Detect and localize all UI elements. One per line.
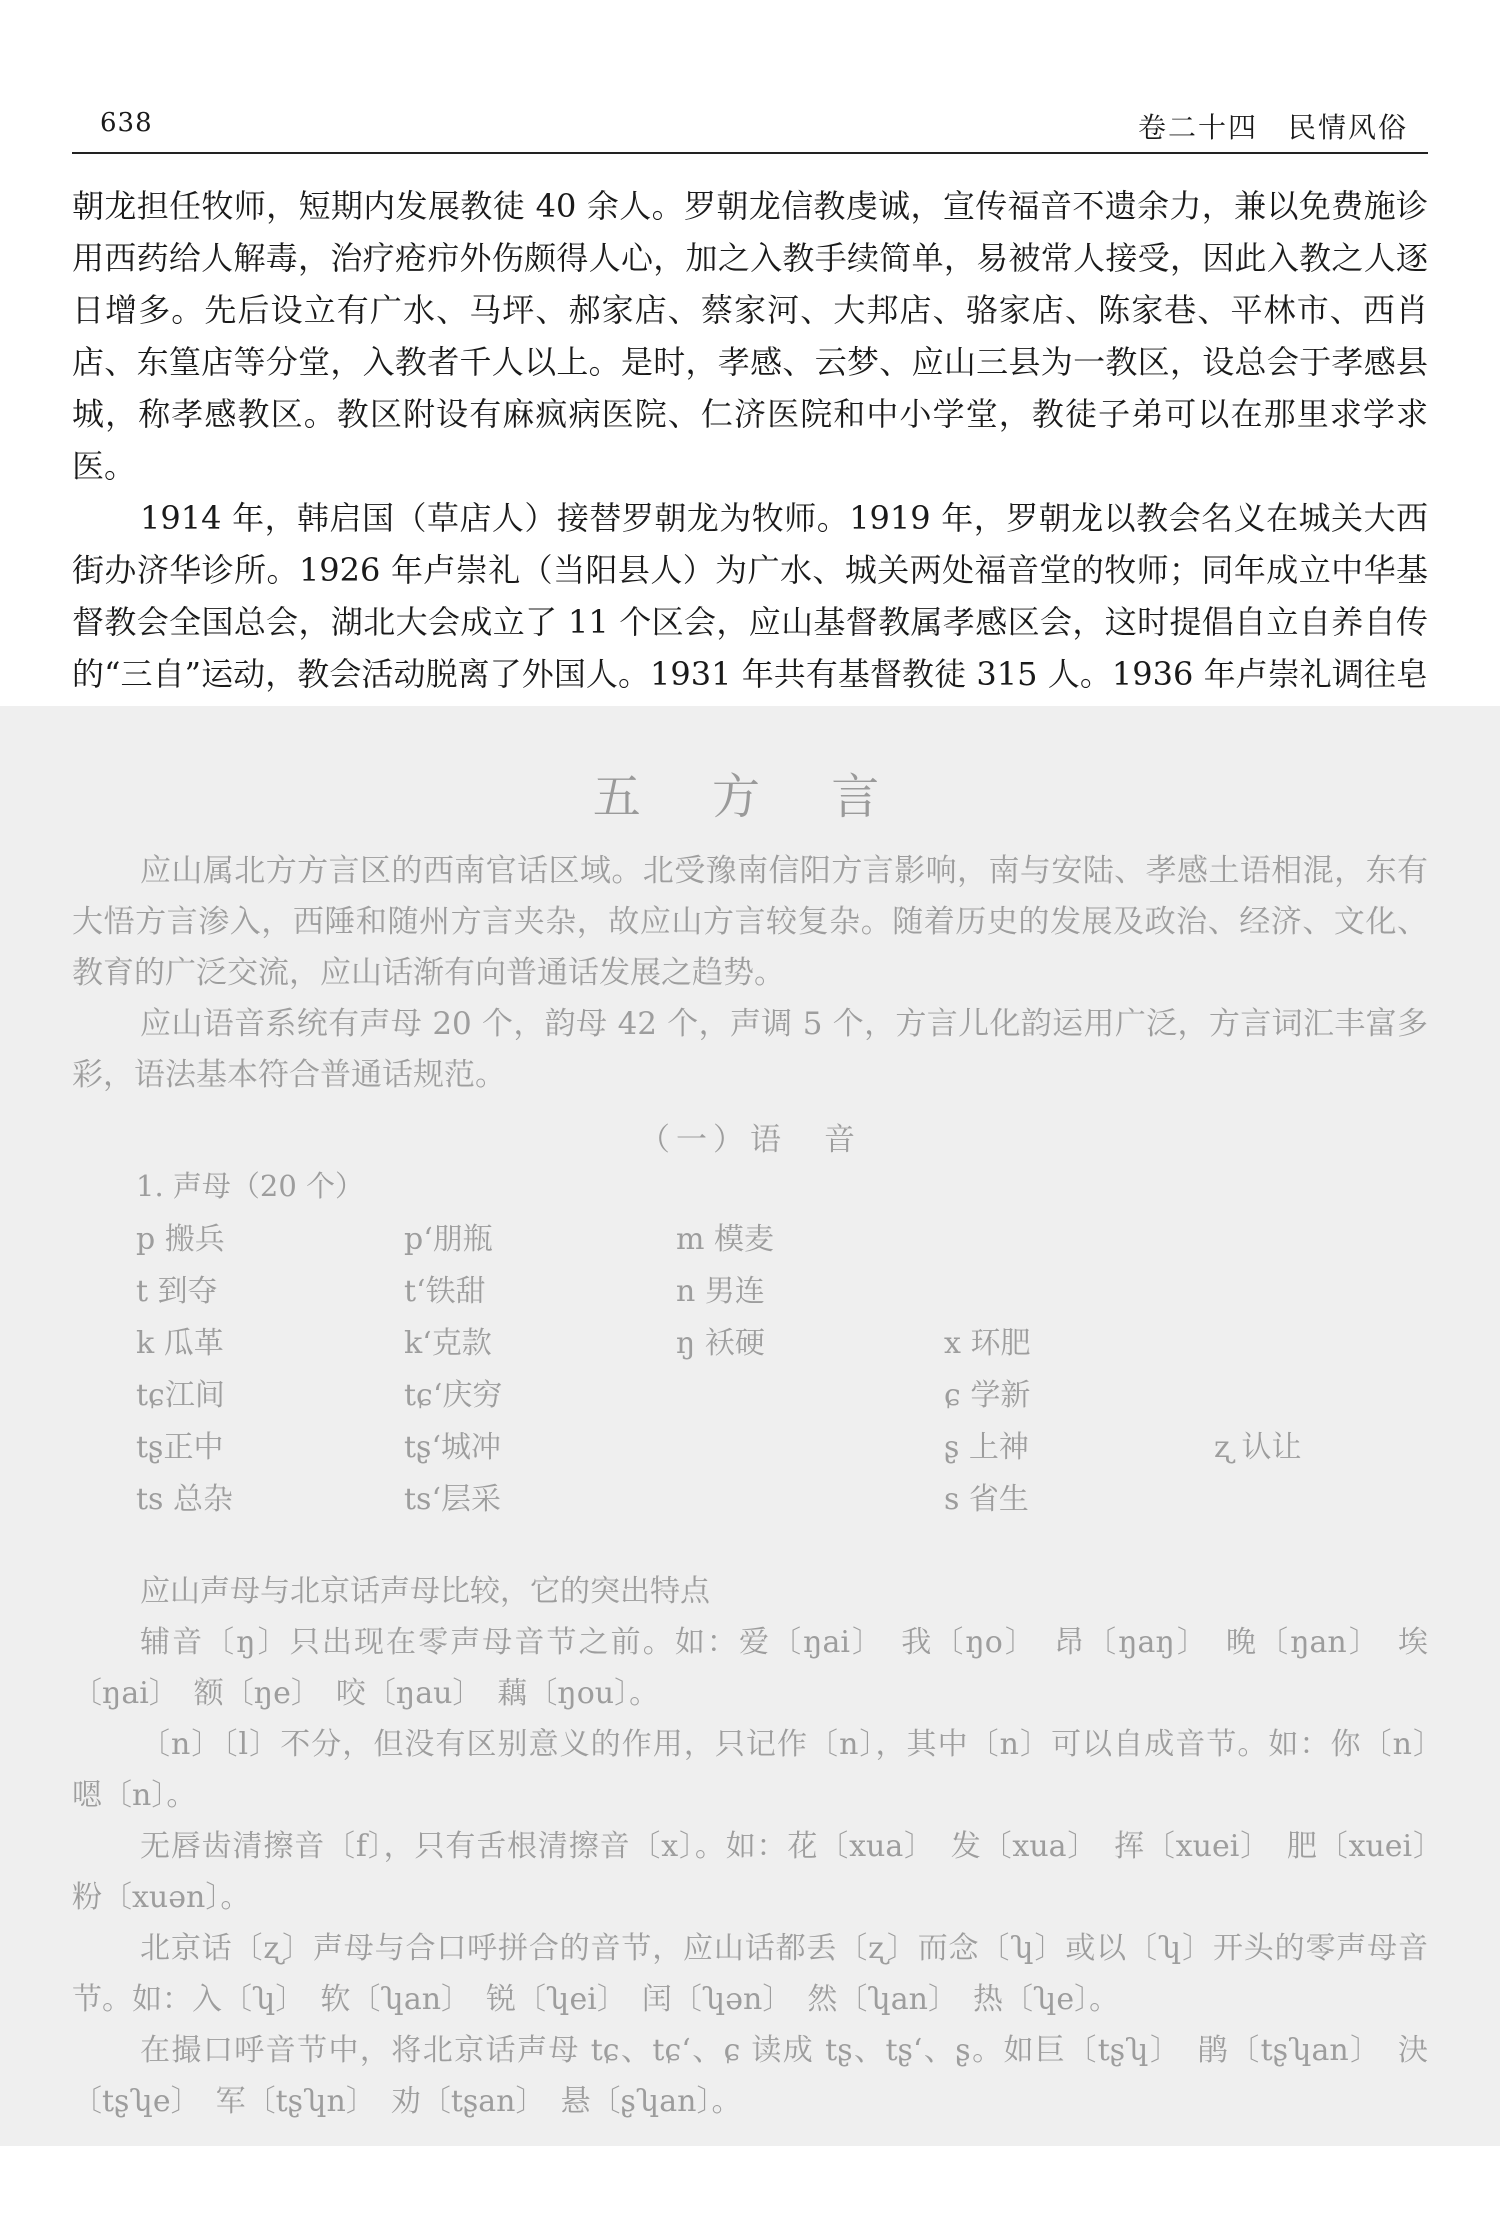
consonant-entry: k 瓜革 xyxy=(136,1326,224,1361)
consonant-entry: ʐ 认让 xyxy=(1214,1430,1302,1465)
paragraph: 1914 年，韩启国（草店人）接替罗朝龙为牧师。1919 年，罗朝龙以教会名义在城关大西街办济华诊所。1926 年卢崇礼（当阳县人）为广水、城关两处福音堂的牧师；同年成立中华基督教会全国总会，湖北大会成立了 11 个区会，应山基督教属孝感区会，这时提倡自立自养自传的“三自”运动，教会活动脱离了外国人。1931 年共有基督教徒 315 人。1936 年卢崇礼调往皂 xyxy=(72,499,1428,693)
consonant-entry: x 环肥 xyxy=(944,1326,1031,1361)
consonant-entry: p‘朋瓶 xyxy=(404,1222,493,1257)
section-intro xyxy=(72,846,1428,1101)
consonant-entry: ʂ 上神 xyxy=(944,1430,1029,1465)
consonant-entry: ŋ 袄硬 xyxy=(676,1326,765,1361)
paragraph: 在撮口呼音节中，将北京话声母 tɕ、tɕ‘、ɕ 读成 tʂ、tʂ‘、ʂ。如巨〔tʂʮ〕 鹃〔tʂʮan〕 決〔tʂʮe〕 军〔tʂʮn〕 劝〔tʂan〕 悬〔ʂʮan〕。 xyxy=(72,2033,1428,2119)
consonant-comparison xyxy=(72,1566,1458,2127)
paragraph: 辅音〔ŋ〕只出现在零声母音节之前。如：爱〔ŋai〕 我〔ŋo〕 昂〔ŋaŋ〕 晚〔ŋan〕 埃〔ŋai〕 额〔ŋe〕 咬〔ŋau〕 藕〔ŋou〕。 xyxy=(72,1625,1428,1711)
section-title: 五 方 言 xyxy=(592,769,908,825)
consonant-entry: s 省生 xyxy=(944,1482,1029,1517)
paragraph: 朝龙担任牧师，短期内发展教徒 40 余人。罗朝龙信教虔诚，宣传福音不遗余力，兼以免费施诊用西药给人解毒，治疗疮疖外伤颇得人心，加之入教手续简单，易被常人接受，因此入教之人逐日增多。先后设立有广水、马坪、郝家店、蔡家河、大邦店、骆家店、陈家巷、平林市、西肖店、东篁店等分堂，入教者千人以上。是时，孝感、云梦、应山三县为一教区，设总会于孝感县城，称孝感教区。教区附设有麻疯病医院、仁济医院和中小学堂，教徒子弟可以在那里求学求医。 xyxy=(72,187,1428,485)
running-title: 卷二十四 民情风俗 xyxy=(1137,111,1408,144)
consonant-list-label: 1. 声母（20 个） xyxy=(136,1169,365,1203)
consonant-entry: k‘克款 xyxy=(404,1326,492,1361)
paragraph: 应山声母与北京话声母比较，它的突出特点 xyxy=(140,1574,710,1609)
consonant-entry: p 搬兵 xyxy=(136,1222,225,1257)
consonant-entry: tʂ正中 xyxy=(136,1430,224,1465)
page-header xyxy=(72,96,1428,154)
consonant-entry: t 到夺 xyxy=(136,1274,218,1309)
subsection-title: （一）语 音 xyxy=(639,1122,861,1158)
body-text-top xyxy=(72,180,1428,752)
consonant-entry: ts‘层采 xyxy=(404,1482,501,1517)
consonant-entry: m 模麦 xyxy=(676,1222,774,1257)
consonant-entry: tɕ江间 xyxy=(136,1378,225,1413)
paragraph: 应山属北方方言区的西南官话区域。北受豫南信阳方言影响，南与安陆、孝感土语相混，东有大悟方言渗入，西陲和随州方言夹杂，故应山方言较复杂。随着历史的发展及政治、经济、文化、教育的广泛交流，应山话渐有向普通话发展之趋势。 xyxy=(72,853,1428,991)
paragraph: 无唇齿清擦音〔f〕，只有舌根清擦音〔x〕。如：花〔xua〕 发〔xua〕 挥〔xuei〕 肥〔xuei〕 粉〔xuən〕。 xyxy=(72,1829,1458,1915)
consonant-entry: n 男连 xyxy=(676,1274,765,1309)
consonant-entry: ts 总杂 xyxy=(136,1482,233,1517)
paragraph: 〔n〕〔l〕不分，但没有区别意义的作用，只记作〔n〕，其中〔n〕可以自成音节。如：你〔n〕 嗯〔n〕。 xyxy=(72,1727,1458,1813)
consonant-entry: tʂ‘城冲 xyxy=(404,1430,501,1465)
consonant-entry: t‘铁甜 xyxy=(404,1274,486,1309)
faded-region xyxy=(0,706,1500,2146)
paragraph: 北京话〔ʐ〕声母与合口呼拼合的音节，应山话都丢〔ʐ〕而念〔ʮ〕或以〔ʮ〕开头的零声母音节。如：入〔ʮ〕 软〔ʮan〕 锐〔ʮei〕 闰〔ʮən〕 然〔ʮan〕 热〔ʮe〕。 xyxy=(72,1931,1428,2017)
consonant-entry: tɕ‘庆穷 xyxy=(404,1378,503,1413)
page-number: 638 xyxy=(100,108,153,138)
paragraph: 应山语音系统有声母 20 个，韵母 42 个，声调 5 个，方言儿化韵运用广泛，方言词汇丰富多彩，语法基本符合普通话规范。 xyxy=(72,1006,1428,1093)
consonant-entry: ɕ 学新 xyxy=(944,1378,1031,1413)
